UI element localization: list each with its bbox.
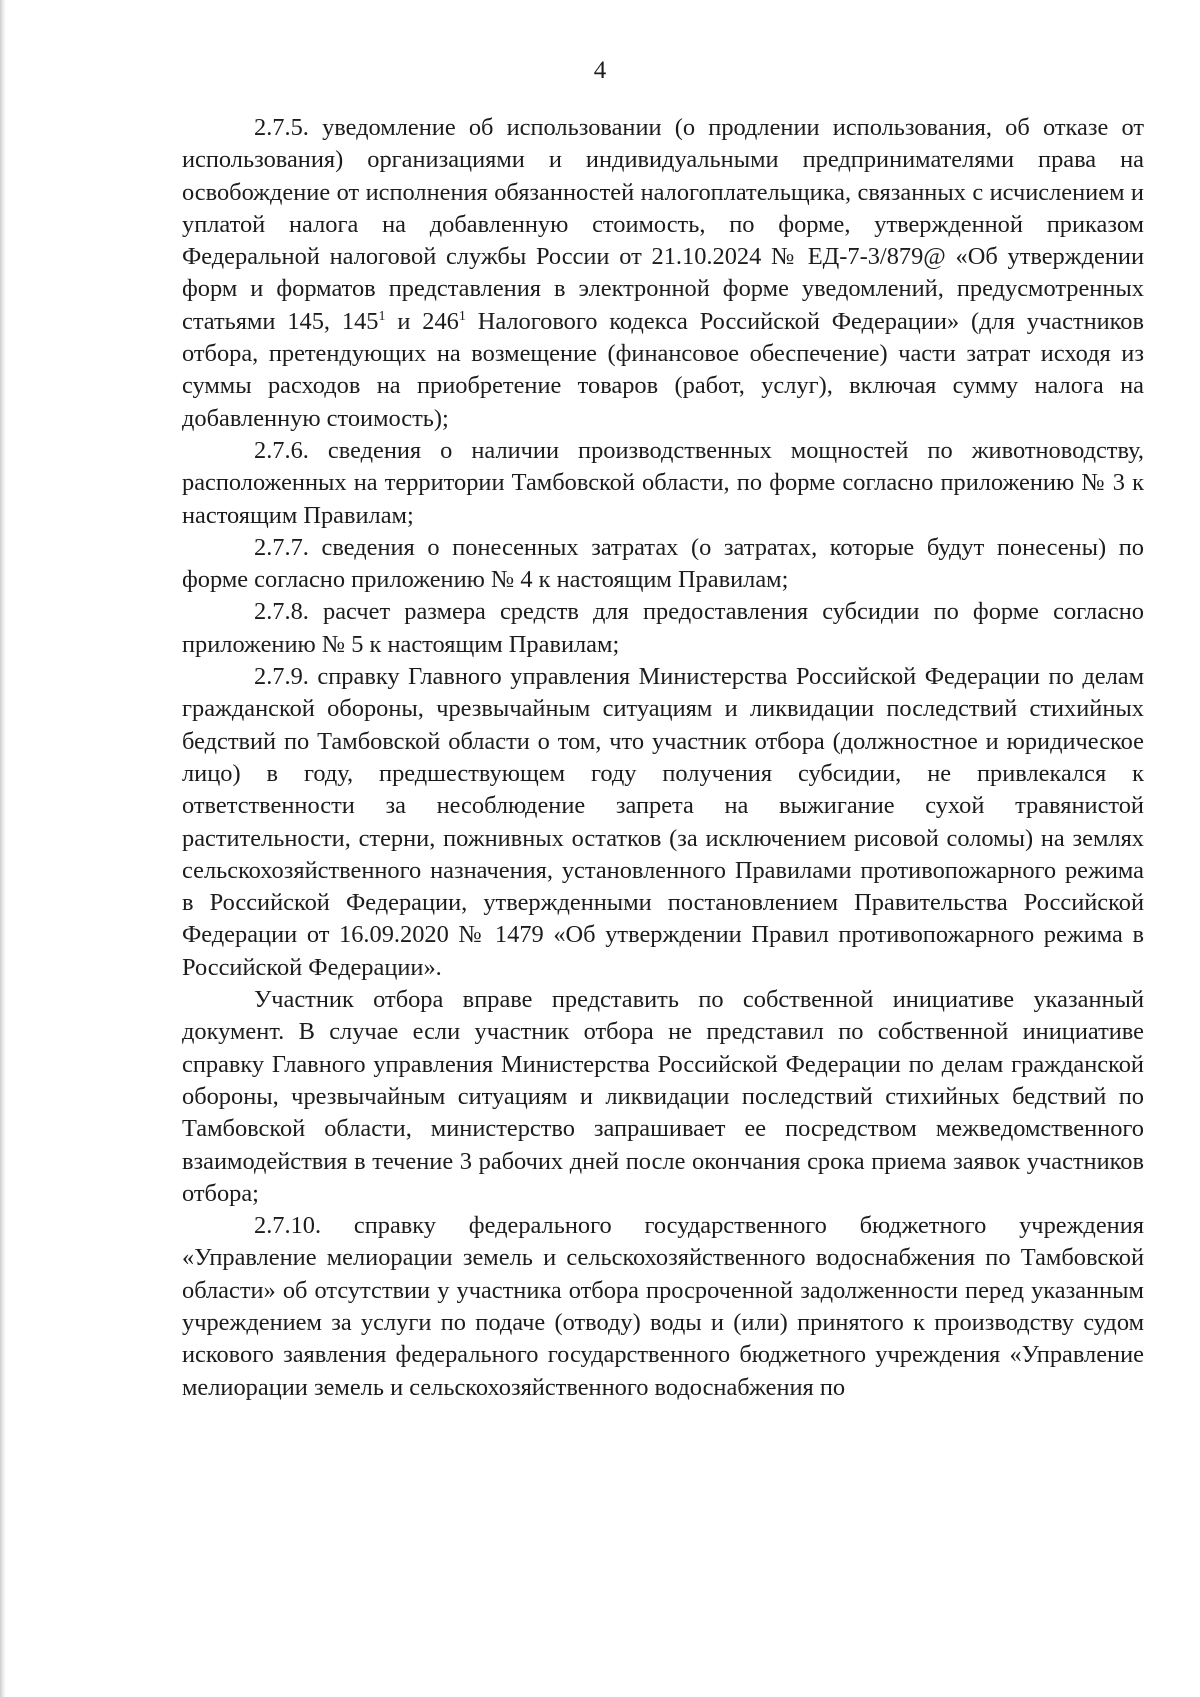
paragraph-2-7-8: 2.7.8. расчет размера средств для предоставления субсидии по форме согласно приложению № 5 к настоящим Правилам; (182, 598, 1144, 658)
paragraph-2-7-5-text-c: Налогового кодекса Российской Федерации» (для участников отбора, претендующих на возмещение (финансовое обеспечение) части затрат исходя из суммы расходов на приобретение товаров (работ, услуг), включая сумму налога на добавленную стоимость); (182, 307, 1145, 432)
paragraph-2-7-7: 2.7.7. сведения о понесенных затратах (о затратах, которые будут понесены) по форме согласно приложению № 4 к настоящим Правилам; (182, 533, 1144, 594)
paragraph-2-7-9: 2.7.9. справку Главного управления Министерства Российской Федерации по делам гражданской обороны, чрезвычайным ситуациям и ликвидации последствий стихийных бедствий по Тамбовской области о том, что участник отбора (должностное и юридическое лицо) в году, предшествующем году получения субсидии, не привлекался к ответственности за несоблюдение запрета на выжигание сухой травянистой растительности, стерни, пожнивных остатков (за исключением рисовой соломы) на землях сельскохозяйственного назначения, установленного Правилами противопожарного режима в Российской Федерации, утвержденными постановлением Правительства Российской Федерации от 16.09.2020 № 1479 «Об утверждении Правил противопожарного режима в Российской Федерации». (182, 663, 1144, 981)
paragraph-participant-initiative: Участник отбора вправе представить по собственной инициативе указанный документ. В случае если участник отбора не представил по собственной инициативе справку Главного управления Министерства Российской Федерации по делам гражданской обороны, чрезвычайным ситуациям и ликвидации последствий стихийных бедствий по Тамбовской области, министерство запрашивает ее посредством межведомственного взаимодействия в течение 3 рабочих дней после окончания срока приема заявок участников отбора; (182, 986, 1144, 1207)
superscript-1: 1 (458, 308, 466, 324)
paragraph-2-7-5 (182, 112, 1144, 435)
paragraph-2-7-5-text-a: 2.7.5. уведомление об использовании (о продлении использования, об отказе от использования) организациями и индивидуальными предпринимателями права на освобождение от исполнения обязанностей налогоплательщика, связанных с исчислением и уплатой налога на добавленную стоимость, по форме, утвержденной приказом Федеральной налоговой службы России от 21.10.2024 № ЕД-7-3/879@ «Об утверждении форм и форматов представления в электронной форме уведомлений, предусмотренных статьями 145, 145 (182, 114, 1144, 335)
page-number: 4 (593, 57, 607, 84)
paragraph-2-7-5-text-b: и 246 (385, 307, 459, 335)
document-body (182, 112, 1144, 1404)
paragraph-2-7-6: 2.7.6. сведения о наличии производственных мощностей по животноводству, расположенных на территории Тамбовской области, по форме согласно приложению № 3 к настоящим Правилам; (182, 436, 1144, 529)
paragraph-2-7-10: 2.7.10. справку федерального государственного бюджетного учреждения «Управление мелиорации земель и сельскохозяйственного водоснабжения по Тамбовской области» об отсутствии у участника отбора просроченной задолженности перед указанным учреждением за услуги по подаче (отводу) воды и (или) принятого к производству судом искового заявления федерального государственного бюджетного учреждения «Управление мелиорации земель и сельскохозяйственного водоснабжения по (182, 1212, 1144, 1401)
superscript-1: 1 (378, 308, 386, 324)
scan-edge-shadow (0, 0, 6, 1697)
